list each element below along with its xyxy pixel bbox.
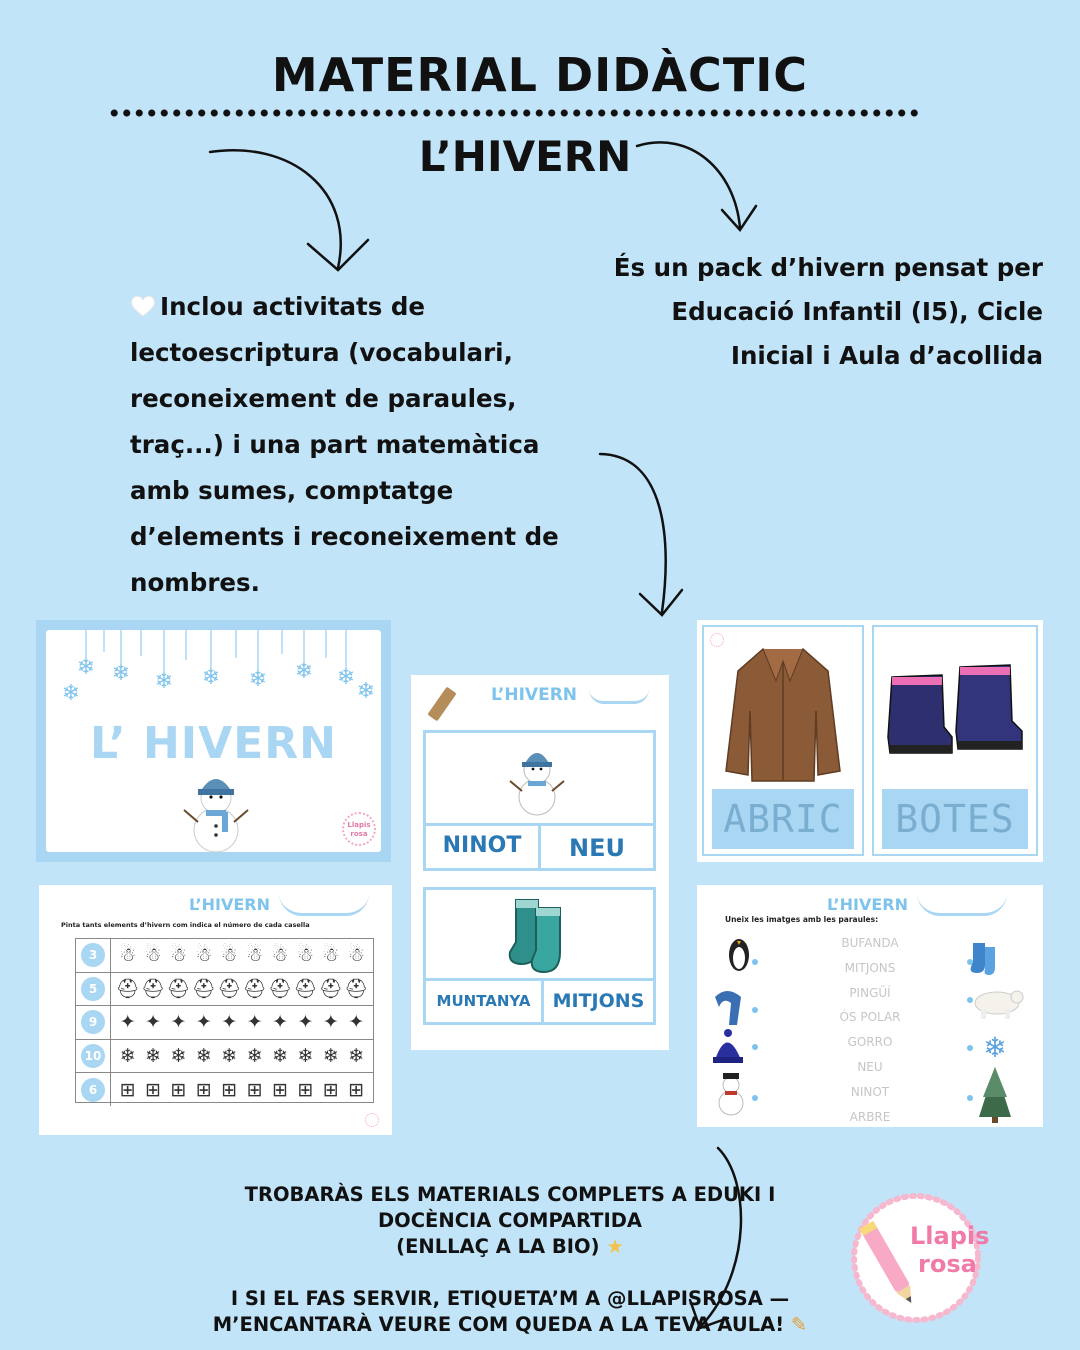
arrow-to-left-text (210, 150, 341, 268)
snowflake-icon (983, 1031, 1006, 1064)
winter-item-icon[interactable]: ⛑ (242, 978, 267, 1001)
option-muntanya[interactable]: MUNTANYA (426, 981, 544, 1022)
llapisrosa-logo[interactable]: Llapis rosa (850, 1192, 982, 1324)
tree-icon (979, 1067, 1011, 1123)
winter-item-icon[interactable]: ☃ (296, 944, 314, 967)
winter-item-icon[interactable]: ⛑ (217, 978, 242, 1001)
winter-item-icon[interactable]: ✦ (145, 1011, 162, 1034)
option-ninot[interactable]: NINOT (426, 826, 541, 868)
winter-item-icon[interactable]: ❄ (322, 1045, 339, 1068)
svg-text:❄: ❄ (336, 665, 356, 690)
matching-card (697, 885, 1043, 1127)
svg-text:❄: ❄ (61, 681, 81, 706)
winter-item-icon[interactable]: ✦ (195, 1011, 212, 1034)
winter-item-icon[interactable]: ⊞ (170, 1078, 187, 1101)
snowman-icon (176, 762, 256, 854)
winter-item-icon[interactable]: ⛑ (191, 978, 216, 1001)
winter-item-icon[interactable]: ❄ (195, 1045, 212, 1068)
cover-card (36, 620, 391, 862)
clip-block-bottom (423, 887, 656, 1025)
count-number: 3 (81, 943, 105, 967)
winter-item-icon[interactable]: ⛑ (293, 978, 318, 1001)
vocab-card-botes (872, 625, 1038, 856)
page-title: MATERIAL DIDÀCTIC (271, 48, 809, 102)
matching-instruction: Uneix les imatges amb les paraules: (725, 915, 879, 924)
count-number: 5 (81, 977, 105, 1001)
winter-item-icon[interactable]: ☃ (271, 944, 289, 967)
winter-item-icon[interactable]: ✦ (348, 1011, 365, 1034)
vocab-card (697, 620, 1043, 862)
snowman-icon (506, 737, 568, 819)
winter-item-icon[interactable]: ❄ (272, 1045, 288, 1068)
counting-items[interactable] (111, 1011, 373, 1033)
cover-logo: Llapis rosa (342, 812, 376, 846)
boots-icon (882, 657, 1032, 767)
clothespin-icon (427, 687, 456, 722)
winter-item-icon[interactable]: ⊞ (322, 1078, 339, 1101)
counting-grid (75, 938, 374, 1103)
winter-item-icon[interactable]: ⛑ (267, 978, 293, 1001)
winter-item-icon[interactable]: ❄ (221, 1045, 238, 1068)
arrow-to-cards (600, 454, 666, 612)
winter-item-icon[interactable]: ☃ (119, 944, 137, 967)
winter-item-icon[interactable]: ☃ (195, 944, 213, 967)
polar-bear-icon (975, 991, 1023, 1019)
counting-row (76, 973, 373, 1007)
winter-item-icon[interactable]: ☃ (322, 944, 340, 967)
winter-item-icon[interactable]: ❄ (246, 1045, 263, 1068)
svg-text:❄: ❄ (76, 655, 96, 680)
svg-text:❄: ❄ (111, 661, 131, 686)
count-number: 6 (81, 1078, 105, 1102)
pencil-icon: ✎ (790, 1313, 808, 1336)
coat-icon (718, 641, 848, 786)
winter-item-icon[interactable]: ☃ (220, 944, 238, 967)
vocab-card-abric (702, 625, 864, 856)
winter-item-icon[interactable]: ⊞ (348, 1078, 365, 1101)
winter-item-icon[interactable]: ❄ (297, 1045, 314, 1068)
card-header: L’HIVERN (491, 685, 578, 705)
cover-title: L’ HIVERN (90, 718, 337, 769)
winter-item-icon[interactable]: ☃ (144, 944, 162, 967)
winter-item-icon[interactable]: ❄ (348, 1045, 365, 1068)
winter-item-icon[interactable]: ⊞ (119, 1078, 136, 1101)
svg-text:❄: ❄ (356, 679, 376, 704)
counting-row (76, 939, 373, 973)
winter-item-icon[interactable]: ❄ (119, 1045, 136, 1068)
counting-items[interactable] (111, 944, 373, 966)
description-right: És un pack d’hivern pensat per Educació Infantil (I5), Cicle Inicial i Aula d’acollida (613, 253, 1043, 370)
winter-item-icon[interactable]: ❄ (145, 1045, 162, 1068)
winter-item-icon[interactable]: ✦ (170, 1011, 187, 1034)
svg-text:❄: ❄ (248, 667, 268, 692)
counting-instruction: Pinta tants elements d’hivern com indica el número de cada casella (61, 921, 310, 929)
winter-item-icon[interactable]: ❄ (170, 1045, 187, 1068)
winter-item-icon[interactable]: ✦ (221, 1011, 238, 1034)
description-left: Inclou activitats de lectoescriptura (vocabulari, reconeixement de paraules, traç...) i una part matemàtica amb sumes, comptatge d’elements i reconeixement de nombres. (130, 292, 559, 597)
mini-logo-icon (365, 1113, 379, 1127)
winter-item-icon[interactable]: ✦ (119, 1011, 136, 1034)
card-header: L’HIVERN (189, 895, 270, 914)
winter-item-icon[interactable]: ⊞ (195, 1078, 212, 1101)
counting-row (76, 1073, 373, 1106)
scarf-icon (715, 991, 741, 1025)
clip-card (411, 675, 669, 1050)
svg-text:❄: ❄ (294, 659, 314, 684)
counting-row (76, 1006, 373, 1040)
winter-item-icon[interactable]: ☃ (347, 944, 365, 967)
arrow-to-right-text (637, 142, 740, 228)
svg-text:❄: ❄ (154, 669, 174, 694)
star-icon: ★ (606, 1235, 624, 1258)
winter-item-icon[interactable]: ✦ (297, 1011, 314, 1034)
count-number: 9 (81, 1010, 105, 1034)
winter-item-icon[interactable]: ☃ (246, 944, 264, 967)
winter-item-icon[interactable]: ⊞ (246, 1078, 263, 1101)
winter-item-icon[interactable]: ☃ (169, 944, 187, 967)
option-neu[interactable]: NEU (569, 834, 625, 862)
penguin-icon (729, 939, 749, 971)
winter-item-icon[interactable]: ⛑ (141, 978, 166, 1001)
option-mitjons[interactable]: MITJONS (552, 990, 645, 1012)
svg-text:❄: ❄ (983, 1031, 1007, 1064)
winter-item-icon[interactable]: ⛑ (344, 978, 369, 1001)
heart-icon (130, 295, 156, 317)
counting-items[interactable] (111, 1079, 373, 1101)
card-header: L’HIVERN (827, 895, 908, 914)
swirl-decoration (589, 689, 649, 704)
socks-icon (971, 943, 995, 975)
socks-icon (504, 894, 574, 978)
matching-word-list: BUFANDA MITJONS PINGÜÍ ÓS POLAR GORRO NEU NINOT ARBRE (839, 936, 901, 1124)
svg-text:❄: ❄ (201, 665, 221, 690)
counting-items[interactable] (111, 977, 373, 1000)
winter-item-icon[interactable]: ⊞ (145, 1078, 162, 1101)
word-abric: ABRIC (712, 789, 854, 849)
winter-item-icon[interactable]: ⛑ (318, 978, 343, 1001)
winter-item-icon[interactable]: ✦ (322, 1011, 339, 1034)
hat-icon (713, 1029, 743, 1063)
winter-item-icon[interactable]: ⊞ (272, 1078, 288, 1101)
counting-items[interactable] (111, 1045, 373, 1067)
swirl-decoration (279, 893, 369, 916)
winter-item-icon[interactable]: ⊞ (221, 1078, 238, 1101)
winter-item-icon[interactable]: ⊞ (297, 1078, 314, 1101)
snowman-icon (719, 1073, 743, 1115)
clip-block-top (423, 730, 656, 871)
winter-item-icon[interactable]: ⛑ (166, 978, 191, 1001)
footer-text: TROBARÀS ELS MATERIALS COMPLETS A EDUKI I DOCÈNCIA COMPARTIDA (ENLLAÇ A LA BIO) ★ I SI EL FAS SERVIR, ETIQUETA’M A @LLAPISROSA — M’ENCANTARÀ VEURE COM QUEDA A LA TEVA AULA! ✎ (212, 1183, 808, 1336)
count-number: 10 (81, 1044, 105, 1068)
page-subtitle: L’HIVERN (418, 132, 632, 181)
word-botes: BOTES (882, 789, 1028, 849)
winter-item-icon[interactable]: ✦ (272, 1011, 288, 1034)
winter-item-icon[interactable]: ⛑ (115, 978, 140, 1001)
counting-card (39, 885, 392, 1135)
winter-item-icon[interactable]: ✦ (246, 1011, 263, 1034)
counting-row (76, 1040, 373, 1074)
matching-images (697, 885, 1043, 1127)
